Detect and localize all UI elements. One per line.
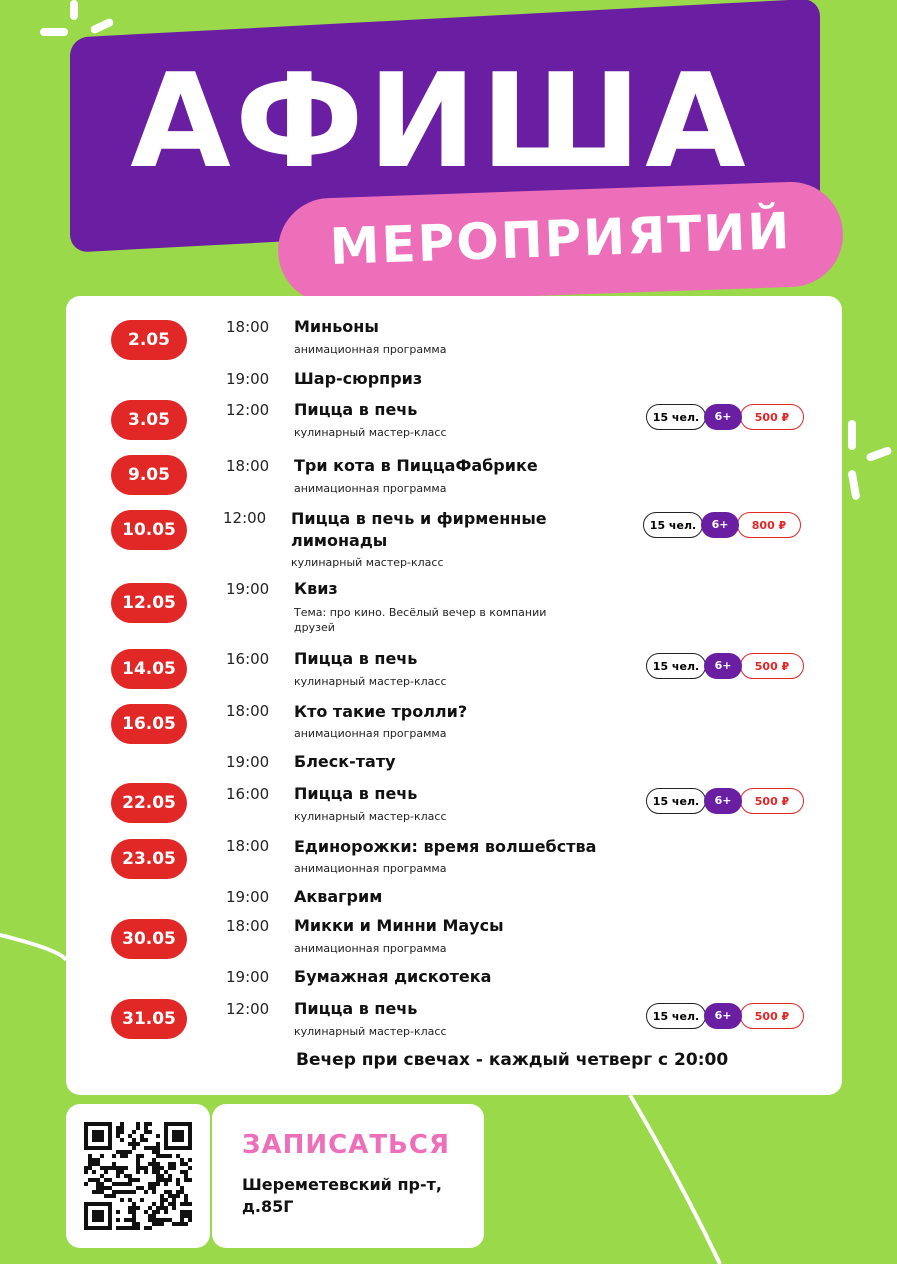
event-time: 16:00 bbox=[226, 650, 270, 668]
date-badge: 14.05 bbox=[111, 649, 187, 689]
capacity-badge: 15 чел. bbox=[646, 653, 706, 679]
age-badge: 6+ bbox=[704, 653, 742, 679]
event-title: Аквагрим bbox=[294, 887, 383, 906]
age-badge: 6+ bbox=[704, 788, 742, 814]
event-title: Пицца в печь bbox=[294, 784, 418, 803]
signup-card[interactable] bbox=[212, 1104, 484, 1248]
date-badge: 22.05 bbox=[111, 783, 187, 823]
event-title: Пицца в печь bbox=[294, 649, 418, 668]
capacity-badge: 15 чел. bbox=[646, 1003, 706, 1029]
date-badge: 3.05 bbox=[111, 400, 187, 440]
capacity-badge: 15 чел. bbox=[643, 512, 703, 538]
event-time: 12:00 bbox=[226, 1000, 270, 1018]
event-title: Шар-сюрприз bbox=[294, 369, 423, 388]
event-title: Квиз bbox=[294, 579, 338, 598]
capacity-badge: 15 чел. bbox=[646, 788, 706, 814]
event-time: 18:00 bbox=[226, 917, 270, 935]
price-badge: 500 ₽ bbox=[740, 1003, 804, 1029]
event-time: 12:00 bbox=[226, 401, 270, 419]
page-title: АФИША bbox=[130, 45, 750, 197]
event-time: 18:00 bbox=[226, 318, 270, 336]
date-badge: 2.05 bbox=[111, 320, 187, 360]
capacity-badge: 15 чел. bbox=[646, 404, 706, 430]
event-time: 12:00 bbox=[223, 509, 267, 527]
event-description: анимационная программа bbox=[294, 862, 447, 875]
event-title: Микки и Минни Маусы bbox=[294, 916, 504, 935]
event-time: 19:00 bbox=[226, 580, 270, 598]
event-badges bbox=[643, 512, 801, 538]
qr-card[interactable] bbox=[66, 1104, 210, 1248]
address: Шереметевский пр-т, д.85Г bbox=[242, 1175, 442, 1216]
event-time: 18:00 bbox=[226, 457, 270, 475]
event-title: Пицца в печь bbox=[294, 400, 418, 419]
recurring-event-note: Вечер при свечах - каждый четверг с 20:00 bbox=[296, 1050, 729, 1070]
date-badge: 10.05 bbox=[111, 510, 187, 550]
date-badge: 12.05 bbox=[111, 583, 187, 623]
date-badge: 9.05 bbox=[111, 455, 187, 495]
event-time: 16:00 bbox=[226, 785, 270, 803]
event-title: Пицца в печь bbox=[294, 999, 418, 1018]
event-description: кулинарный мастер-класс bbox=[294, 1025, 447, 1038]
price-badge: 500 ₽ bbox=[740, 653, 804, 679]
signup-link[interactable]: ЗАПИСАТЬСЯ bbox=[242, 1130, 450, 1160]
event-badges bbox=[646, 1003, 804, 1029]
event-description: кулинарный мастер-класс bbox=[294, 810, 447, 823]
event-time: 19:00 bbox=[226, 888, 270, 906]
price-badge: 500 ₽ bbox=[740, 404, 804, 430]
event-title: Кто такие тролли? bbox=[294, 702, 468, 721]
event-time: 19:00 bbox=[226, 968, 270, 986]
date-badge: 23.05 bbox=[111, 839, 187, 879]
age-badge: 6+ bbox=[704, 1003, 742, 1029]
event-title: Пицца в печь и фирменные лимонады bbox=[291, 509, 547, 550]
date-badge: 30.05 bbox=[111, 919, 187, 959]
date-badge: 16.05 bbox=[111, 704, 187, 744]
event-description: анимационная программа bbox=[294, 482, 447, 495]
event-title: Три кота в ПиццаФабрике bbox=[294, 456, 538, 475]
event-description: кулинарный мастер-класс bbox=[294, 426, 447, 439]
event-time: 18:00 bbox=[226, 837, 270, 855]
event-description: анимационная программа bbox=[294, 343, 447, 356]
event-description: Тема: про кино. Весёлый вечер в компании друзей bbox=[294, 606, 547, 634]
event-badges bbox=[646, 404, 804, 430]
qr-code-icon bbox=[84, 1122, 192, 1230]
event-title: Миньоны bbox=[294, 317, 379, 336]
event-badges bbox=[646, 788, 804, 814]
page-subtitle: МЕРОПРИЯТИЙ bbox=[328, 201, 793, 277]
event-badges bbox=[646, 653, 804, 679]
event-title: Блеск-тату bbox=[294, 752, 396, 771]
event-description: анимационная программа bbox=[294, 727, 447, 740]
event-description: анимационная программа bbox=[294, 942, 447, 955]
age-badge: 6+ bbox=[704, 404, 742, 430]
price-badge: 500 ₽ bbox=[740, 788, 804, 814]
price-badge: 800 ₽ bbox=[737, 512, 801, 538]
event-description: кулинарный мастер-класс bbox=[291, 556, 444, 569]
age-badge: 6+ bbox=[701, 512, 739, 538]
event-title: Единорожки: время волшебства bbox=[294, 837, 597, 856]
event-time: 19:00 bbox=[226, 753, 270, 771]
date-badge: 31.05 bbox=[111, 999, 187, 1039]
event-time: 18:00 bbox=[226, 702, 270, 720]
event-description: кулинарный мастер-класс bbox=[294, 675, 447, 688]
event-time: 19:00 bbox=[226, 370, 270, 388]
event-title: Бумажная дискотека bbox=[294, 967, 492, 986]
